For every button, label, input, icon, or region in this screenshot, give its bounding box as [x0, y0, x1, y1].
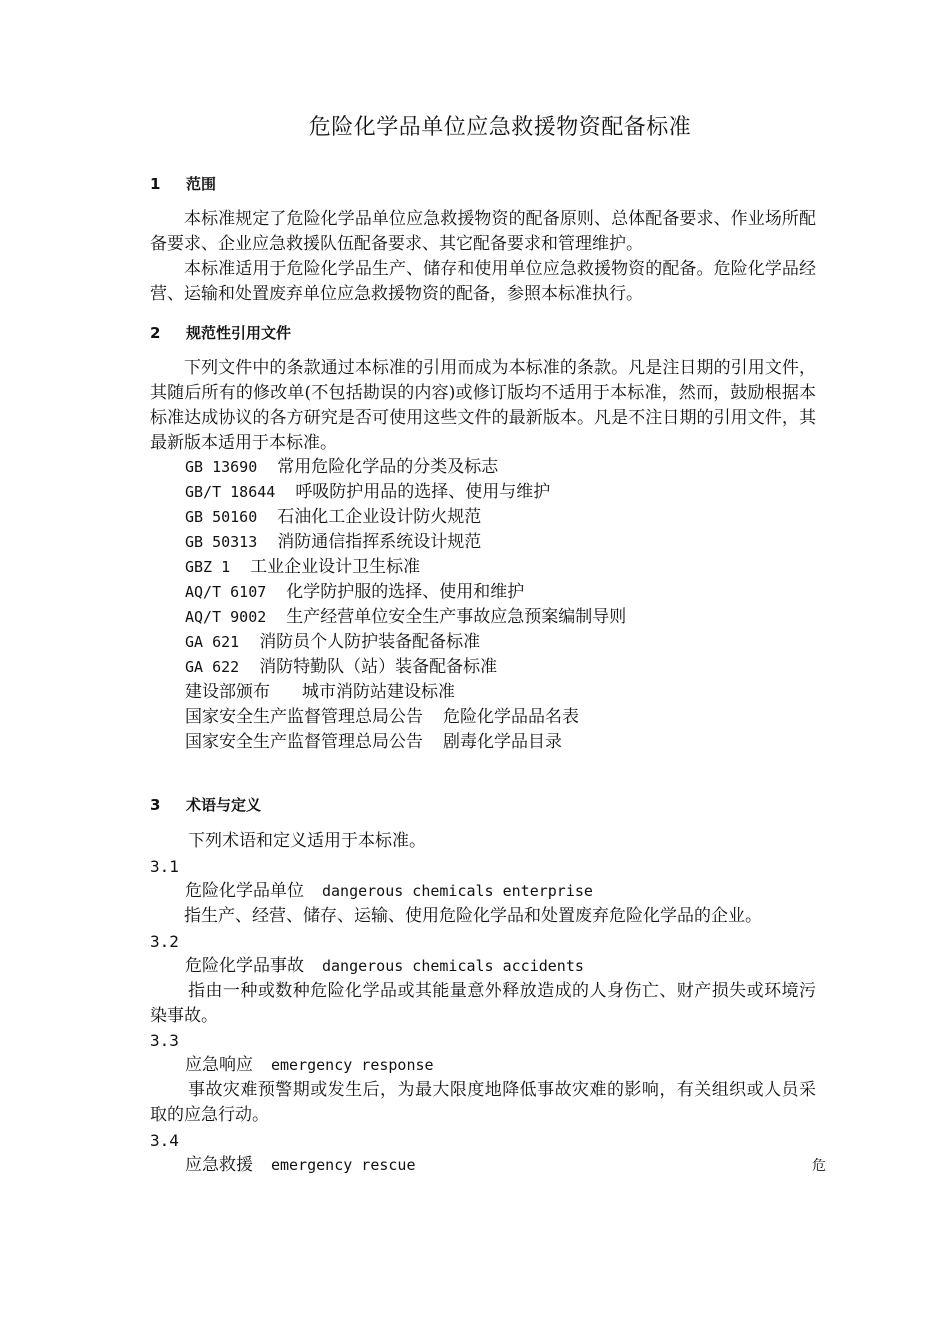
term-english: dangerous chemicals accidents	[322, 957, 584, 975]
reference-name: 生产经营单位安全生产事故应急预案编制导则	[286, 607, 627, 627]
section-3-intro: 下列术语和定义适用于本标准。	[188, 831, 426, 851]
reference-item	[185, 705, 579, 730]
term-number: 3.4	[150, 1131, 179, 1150]
term-number: 3.3	[150, 1031, 179, 1050]
section-1-heading	[150, 173, 216, 195]
section-title: 范围	[186, 175, 217, 193]
section-1-paragraph-1: 本标准规定了危险化学品单位应急救援物资的配备原则、总体配备要求、作业场所配备要求、企业应急救援队伍配备要求、其它配备要求和管理维护。	[150, 209, 816, 254]
document-title: 危险化学品单位应急救援物资配备标准	[308, 115, 692, 140]
term-entry	[185, 879, 593, 904]
term-number: 3.2	[150, 932, 179, 951]
term-chinese: 应急响应	[185, 1055, 253, 1075]
reference-issuer: 国家安全生产监督管理总局公告	[185, 707, 423, 727]
reference-code: GB 50313	[185, 533, 258, 551]
reference-name: 消防通信指挥系统设计规范	[277, 532, 482, 552]
reference-item	[185, 580, 524, 605]
term-chinese: 危险化学品事故	[185, 956, 304, 976]
reference-name: 危险化学品品名表	[443, 707, 579, 727]
section-number: 2	[150, 324, 161, 342]
reference-item	[185, 530, 481, 555]
stray-character: 危	[812, 1158, 826, 1174]
reference-name: 消防特勤队（站）装备配备标准	[259, 657, 498, 677]
section-2-paragraph-1: 下列文件中的条款通过本标准的引用而成为本标准的条款。凡是注日期的引用文件，其随后所有的修改单(不包括勘误的内容)或修订版均不适用于本标准，然而，鼓励根据本标准达成协议的各方研究是否可使用这些文件的最新版本。凡是不注日期的引用文件，其最新版本适用于本标准。	[150, 358, 816, 453]
term-definition: 指由一种或数种危险化学品或其能量意外释放造成的人身伤亡、财产损失或环境污染事故。	[150, 981, 816, 1026]
reference-item	[185, 605, 626, 630]
section-number: 1	[150, 175, 161, 193]
reference-item	[185, 730, 562, 755]
reference-name: 工业企业设计卫生标准	[250, 557, 421, 577]
reference-code: GA 622	[185, 658, 240, 676]
term-chinese: 应急救援	[185, 1155, 253, 1175]
section-3-heading	[150, 794, 261, 816]
reference-name: 呼吸防护用品的选择、使用与维护	[295, 482, 551, 502]
reference-name: 常用危险化学品的分类及标志	[277, 457, 499, 477]
reference-code: GBZ 1	[185, 558, 231, 576]
reference-item	[185, 555, 420, 580]
reference-code: GB 50160	[185, 508, 258, 526]
term-definition: 指生产、经营、储存、运输、使用危险化学品和处置废弃危险化学品的企业。	[184, 906, 762, 926]
reference-name: 消防员个人防护装备配备标准	[259, 632, 481, 652]
term-english: dangerous chemicals enterprise	[322, 882, 593, 900]
term-english: emergency rescue	[271, 1156, 416, 1174]
reference-item	[185, 680, 455, 705]
section-1-paragraph-2: 本标准适用于危险化学品生产、储存和使用单位应急救援物资的配备。危险化学品经营、运输和处置废弃单位应急救援物资的配备，参照本标准执行。	[150, 259, 816, 304]
section-number: 3	[150, 796, 161, 814]
reference-name: 剧毒化学品目录	[443, 732, 562, 752]
reference-name: 化学防护服的选择、使用和维护	[286, 582, 525, 602]
term-english: emergency response	[271, 1056, 434, 1074]
term-number: 3.1	[150, 857, 179, 876]
reference-code: GB/T 18644	[185, 483, 276, 501]
reference-code: AQ/T 6107	[185, 583, 267, 601]
reference-item	[185, 480, 550, 505]
term-entry	[185, 1053, 434, 1078]
reference-item	[185, 455, 498, 480]
reference-item	[185, 655, 497, 680]
term-definition: 事故灾难预警期或发生后，为最大限度地降低事故灾难的影响，有关组织或人员采取的应急行动。	[150, 1080, 816, 1125]
section-title: 规范性引用文件	[186, 324, 292, 342]
reference-code: GA 621	[185, 633, 240, 651]
section-title: 术语与定义	[186, 796, 262, 814]
reference-code: GB 13690	[185, 458, 258, 476]
term-entry	[185, 1153, 416, 1178]
reference-issuer: 国家安全生产监督管理总局公告	[185, 732, 423, 752]
reference-name: 石油化工企业设计防火规范	[277, 507, 482, 527]
reference-issuer: 建设部颁布	[185, 682, 270, 702]
reference-code: AQ/T 9002	[185, 608, 267, 626]
reference-item	[185, 505, 481, 530]
reference-name: 城市消防站建设标准	[302, 682, 455, 702]
term-entry	[185, 954, 584, 979]
reference-item	[185, 630, 480, 655]
term-chinese: 危险化学品单位	[185, 881, 304, 901]
section-2-heading	[150, 322, 291, 344]
